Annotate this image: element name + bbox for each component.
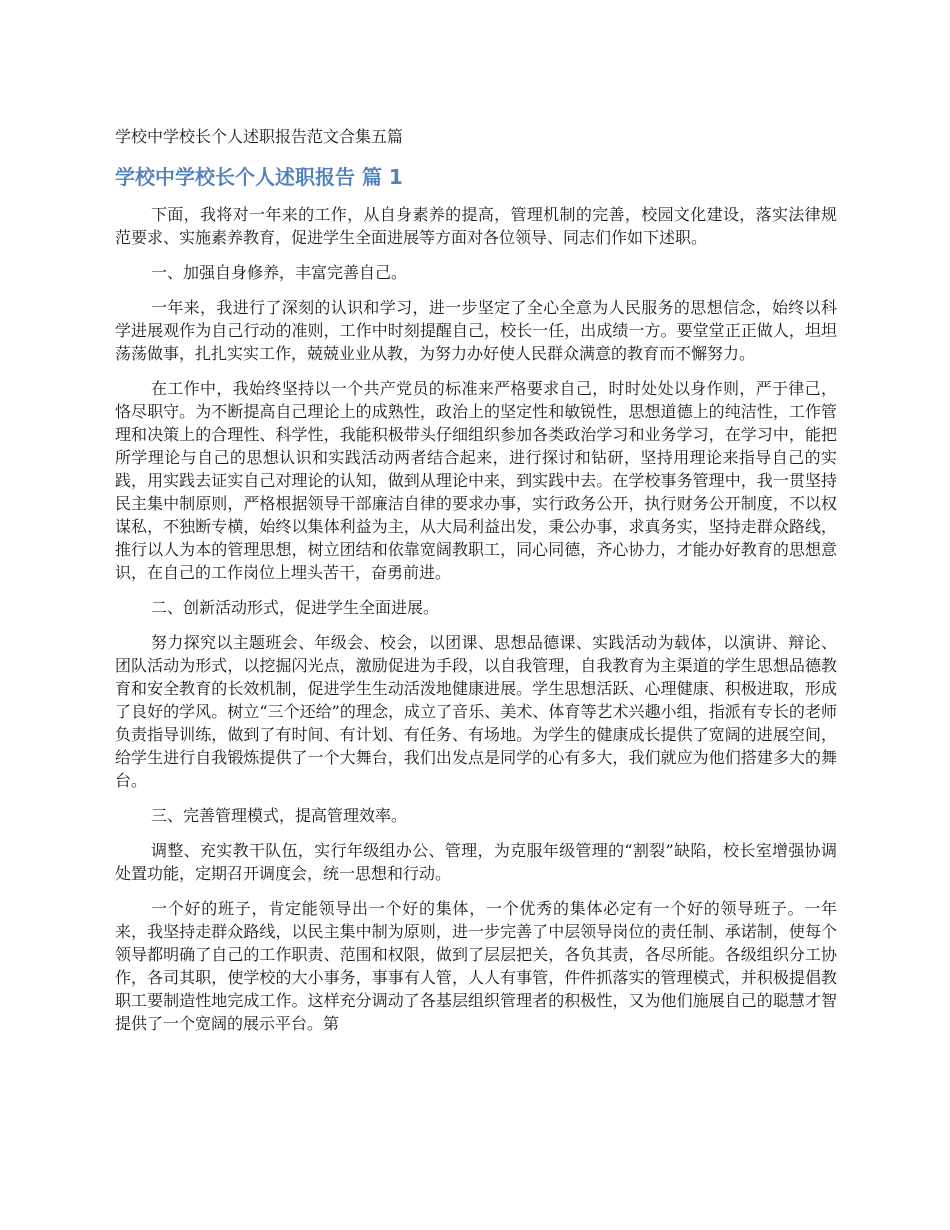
- paragraph: 一个好的班子，肯定能领导出一个好的集体，一个优秀的集体必定有一个好的领导班子。一年来，我坚持走群众路线，以民主集中制为原则，进一步完善了中层领导岗位的责任制、承诺制，使每个领导都明确了自己的工作职责、范围和权限，做到了层层把关，各负其责，各尽所能。各级组织分工协作，各司其职，使学校的大小事务，事事有人管，人人有事管，件件抓落实的管理模式，并积极提倡教职工要制造性地完成工作。这样充分调动了各基层组织管理者的积极性，又为他们施展自己的聪慧才智提供了一个宽阔的展示平台。第: [115, 899, 837, 1033]
- document-body: [115, 203, 837, 1047]
- paragraph: 在工作中，我始终坚持以一个共产党员的标准来严格要求自己，时时处处以身作则，严于律己，恪尽职守。为不断提高自己理论上的成熟性，政治上的坚定性和敏锐性，思想道德上的纯洁性，工作管理和决策上的合理性、科学性，我能积极带头仔细组织参加各类政治学习和业务学习，在学习中，能把所学理论与自己的思想认识和实践活动两者结合起来，进行探讨和钻研，坚持用理论来指导自己的实践，用实践去证实自己对理论的认知，做到从理论中来，到实践中去。在学校事务管理中，我一贯坚持民主集中制原则，严格根据领导干部廉洁自律的要求办事，实行政务公开，执行财务公开制度，不以权谋私，不独断专横，始终以集体利益为主，从大局利益出发，秉公办事，求真务实，坚持走群众路线，推行以人为本的管理思想，树立团结和依靠宽阔教职工，同心同德，齐心协力，才能办好教育的思想意识，在自己的工作岗位上埋头苦干，奋勇前进。: [115, 379, 837, 582]
- paragraph: 下面，我将对一年来的工作，从自身素养的提高，管理机制的完善，校园文化建设，落实法律规范要求、实施素养教育，促进学生全面进展等方面对各位领导、同志们作如下述职。: [115, 205, 837, 247]
- paragraph: 二、创新活动形式，促进学生全面进展。: [151, 598, 440, 617]
- section-heading: 学校中学校长个人述职报告 篇 1: [115, 165, 403, 189]
- paragraph: 一、加强自身修养，丰富完善自己。: [151, 263, 408, 282]
- paragraph: 努力探究以主题班会、年级会、校会，以团课、思想品德课、实践活动为载体，以演讲、辩论、团队活动为形式，以挖掘闪光点，激励促进为手段，以自我管理，自我教育为主渠道的学生思想品德教育和安全教育的长效机制，促进学生生动活泼地健康进展。学生思想活跃、心理健康、积极进取，形成了良好的学风。树立“三个还给”的理念，成立了音乐、美术、体育等艺术兴趣小组，指派有专长的老师负责指导训练，做到了有时间、有计划、有任务、有场地。为学生的健康成长提供了宽阔的进展空间，给学生进行自我锻炼提供了一个大舞台，我们出发点是同学的心有多大，我们就应为他们搭建多大的舞台。: [115, 633, 837, 790]
- document-title: 学校中学校长个人述职报告范文合集五篇: [115, 127, 404, 146]
- paragraph: 一年来，我进行了深刻的认识和学习，进一步坚定了全心全意为人民服务的思想信念，始终以科学进展观作为自己行动的准则，工作中时刻提醒自己，校长一任，出成绩一方。要堂堂正正做人，坦坦荡荡做事，扎扎实实工作，兢兢业业从教，为努力办好使人民群众满意的教育而不懈努力。: [115, 298, 837, 363]
- paragraph: 三、完善管理模式，提高管理效率。: [151, 806, 408, 825]
- paragraph: 调整、充实教干队伍，实行年级组办公、管理，为克服年级管理的“割裂”缺陷，校长室增强协调处置功能，定期召开调度会，统一思想和行动。: [115, 841, 837, 883]
